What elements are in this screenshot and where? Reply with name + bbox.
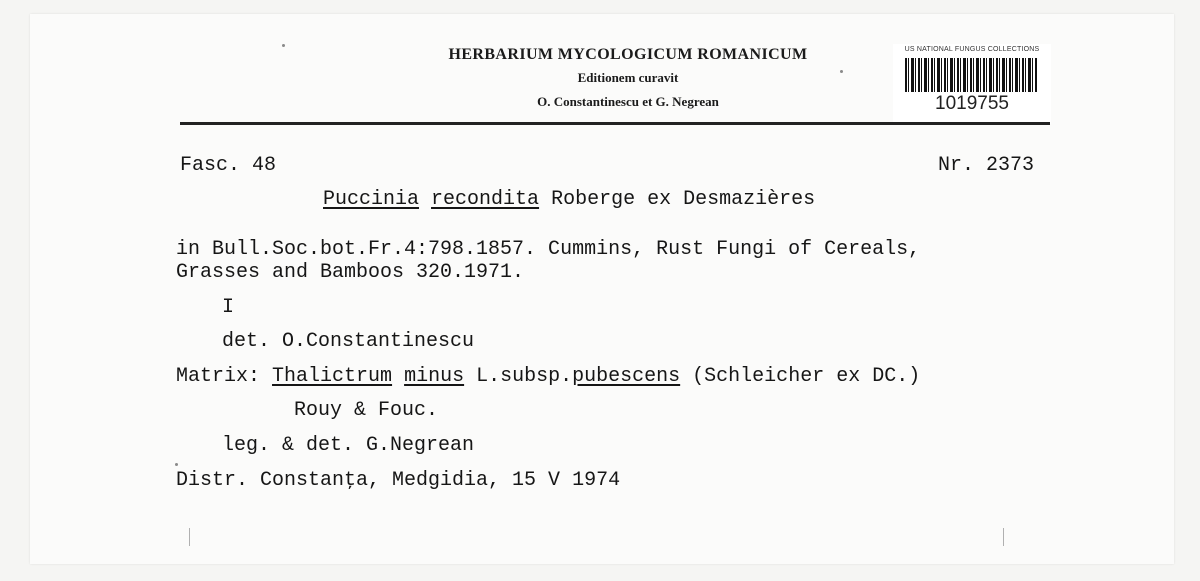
species-genus: Puccinia [323,188,420,211]
barcode-number: 1019755 [935,93,1009,114]
barcode-icon [905,58,1037,92]
editor-caption: Editionem curavit [577,70,679,85]
matrix-line [176,365,920,389]
paper-speck [282,44,285,47]
host-author: (Schleicher ex DC.) [692,365,921,388]
collector: leg. & det. G.Negrean [222,434,475,457]
host-genus: Thalictrum [272,365,393,388]
locality: Distr. Constanţa, Medgidia, 15 V 1974 [176,469,621,492]
fascicle-number: Fasc. 48 [180,154,277,177]
host-subspecies: pubescens [572,365,681,388]
host-species: minus [404,365,465,388]
matrix-label: Matrix: [176,365,261,388]
spore-stage: I [222,296,235,319]
barcode-caption: US NATIONAL FUNGUS COLLECTIONS [904,46,1040,53]
species-epithet: recondita [431,188,540,211]
paper-speck [175,463,178,466]
citation-line-2: Grasses and Bamboos 320.1971. [176,261,525,284]
exsiccata-number: Nr. 2373 [938,154,1035,177]
header-divider [180,122,1050,125]
species-author: Roberge ex Desmazières [551,188,816,211]
barcode-label [893,44,1051,124]
citation-line-1: in Bull.Soc.bot.Fr.4:798.1857. Cummins, Rust Fungi of Cereals, [176,238,921,261]
host-rank: L.subsp. [476,365,573,388]
editor-names: O. Constantinescu et G. Negrean [537,94,719,109]
species-name [323,188,815,212]
paper-mark [189,528,190,546]
host-author-continued: Rouy & Fouc. [294,399,439,422]
paper-mark [1003,528,1004,546]
paper-speck [840,70,843,73]
determiner: det. O.Constantinescu [222,330,475,353]
herbarium-title: HERBARIUM MYCOLOGICUM ROMANICUM [448,46,808,63]
